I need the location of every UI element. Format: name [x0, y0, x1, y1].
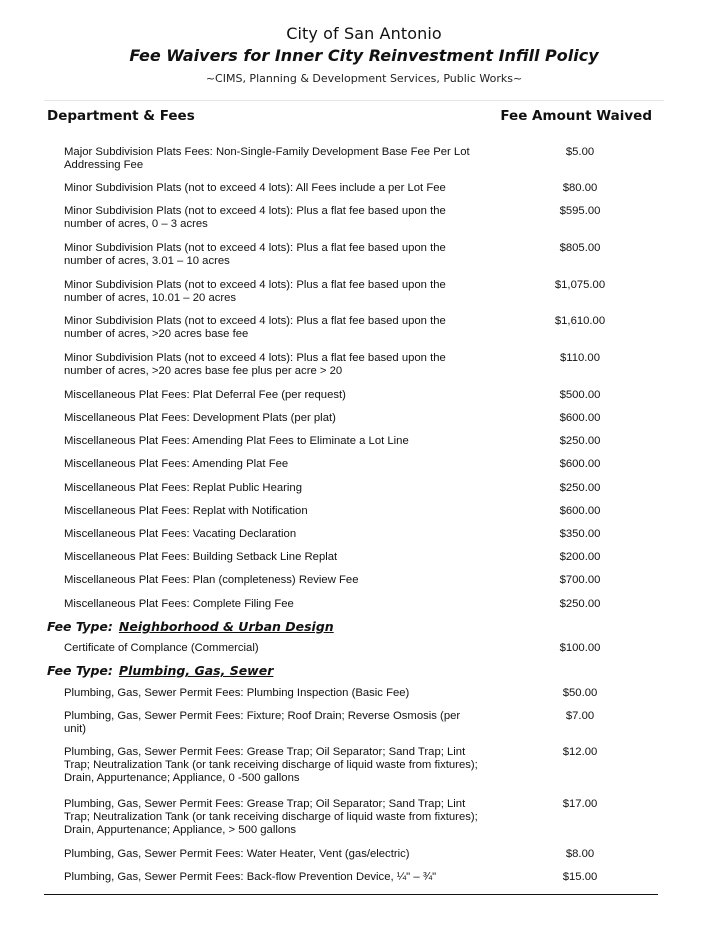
fee-description: Miscellaneous Plat Fees: Plat Deferral Fee (per request)	[64, 389, 346, 401]
fee-type-label: Fee Type:	[47, 619, 113, 634]
fee-amount: $700.00	[559, 574, 601, 586]
fee-amount: $110.00	[560, 352, 600, 364]
fee-description: Miscellaneous Plat Fees: Building Setback Line Replat	[64, 551, 338, 563]
fee-amount: $8.00	[565, 848, 595, 860]
fee-description: Minor Subdivision Plats (not to exceed 4 lots): Plus a flat fee based upon the number of acres, 3.01 – 10 acres	[64, 242, 446, 267]
footer-divider	[44, 894, 658, 895]
fee-amount: $50.00	[562, 687, 598, 699]
document-title: Fee Waivers for Inner City Reinvestment Infill Policy	[129, 46, 599, 65]
fee-amount: $1,075.00	[554, 279, 606, 291]
fee-description: Miscellaneous Plat Fees: Vacating Declaration	[64, 528, 297, 540]
fee-description: Miscellaneous Plat Fees: Complete Filing Fee	[64, 598, 294, 610]
fee-description: Minor Subdivision Plats (not to exceed 4 lots): Plus a flat fee based upon the number of acres, >20 acres base fee plus per acre > 20	[64, 352, 446, 377]
fee-amount: $200.00	[559, 551, 601, 563]
fee-amount: $250.00	[559, 482, 601, 494]
fee-description: Miscellaneous Plat Fees: Replat with Notification	[64, 505, 308, 517]
fee-amount: $600.00	[559, 505, 601, 517]
fee-description: Miscellaneous Plat Fees: Replat Public Hearing	[64, 482, 302, 494]
fee-amount: $1,610.00	[554, 315, 606, 327]
fee-description: Miscellaneous Plat Fees: Amending Plat Fees to Eliminate a Lot Line	[64, 435, 409, 447]
fee-amount: $250.00	[559, 598, 601, 610]
fee-description: Minor Subdivision Plats (not to exceed 4 lots): Plus a flat fee based upon the number of acres, 0 – 3 acres	[64, 205, 446, 230]
fee-amount: $350.00	[559, 528, 601, 540]
fee-amount: $250.00	[559, 435, 601, 447]
fee-type-label: Fee Type:	[47, 663, 113, 678]
fee-description: Miscellaneous Plat Fees: Development Plats (per plat)	[64, 412, 336, 424]
fee-amount: $100.00	[559, 642, 601, 654]
fee-type-name: Neighborhood & Urban Design	[118, 619, 334, 634]
department-column-header: Department & Fees	[47, 108, 195, 124]
fee-type-heading	[47, 663, 273, 678]
fee-amount: $500.00	[559, 389, 601, 401]
fee-amount: $17.00	[562, 798, 598, 810]
fee-description: Minor Subdivision Plats (not to exceed 4 lots): All Fees include a per Lot Fee	[64, 182, 446, 194]
fee-description: Plumbing, Gas, Sewer Permit Fees: Plumbing Inspection (Basic Fee)	[64, 687, 410, 699]
fee-amount: $600.00	[559, 412, 601, 424]
fee-type-name: Plumbing, Gas, Sewer	[118, 663, 274, 678]
fee-description: Miscellaneous Plat Fees: Amending Plat Fee	[64, 458, 289, 470]
fee-description: Plumbing, Gas, Sewer Permit Fees: Grease Trap; Oil Separator; Sand Trap; Lint Trap; Neutralization Tank (or tank receiving discharge of liquid waste from fixtures); Drain, Appurtenance; Appliance, 0 -500 gallons	[64, 746, 478, 784]
fee-description: Certificate of Complance (Commercial)	[64, 642, 259, 654]
fee-description: Major Subdivision Plats Fees: Non-Single-Family Development Base Fee Per Lot Addressing Fee	[64, 146, 470, 171]
fee-description: Miscellaneous Plat Fees: Plan (completeness) Review Fee	[64, 574, 359, 586]
fee-description: Minor Subdivision Plats (not to exceed 4 lots): Plus a flat fee based upon the number of acres, 10.01 – 20 acres	[64, 279, 446, 304]
fee-amount: $595.00	[559, 205, 601, 217]
fee-description: Plumbing, Gas, Sewer Permit Fees: Grease Trap; Oil Separator; Sand Trap; Lint Trap; Neutralization Tank (or tank receiving discharge of liquid waste from fixtures); Drain, Appurtenance; Appliance, > 500 gallons	[64, 798, 478, 836]
fee-amount: $805.00	[559, 242, 601, 254]
fee-amount: $80.00	[562, 182, 598, 194]
city-title: City of San Antonio	[286, 24, 442, 43]
amount-column-header: Fee Amount Waived	[500, 108, 652, 124]
fee-description: Plumbing, Gas, Sewer Permit Fees: Fixture; Roof Drain; Reverse Osmosis (per unit)	[64, 710, 461, 735]
fee-amount: $15.00	[562, 871, 598, 883]
fee-description: Plumbing, Gas, Sewer Permit Fees: Back-flow Prevention Device, ¼" – ¾"	[64, 871, 437, 883]
fee-type-heading	[47, 619, 334, 634]
fee-amount: $5.00	[565, 146, 595, 158]
fee-amount: $600.00	[559, 458, 601, 470]
fee-amount: $7.00	[565, 710, 595, 722]
document-subtitle: ~CIMS, Planning & Development Services, Public Works~	[205, 72, 523, 85]
fee-amount: $12.00	[562, 746, 598, 758]
fee-description: Minor Subdivision Plats (not to exceed 4 lots): Plus a flat fee based upon the number of acres, >20 acres base fee	[64, 315, 446, 340]
fee-description: Plumbing, Gas, Sewer Permit Fees: Water Heater, Vent (gas/electric)	[64, 848, 410, 860]
